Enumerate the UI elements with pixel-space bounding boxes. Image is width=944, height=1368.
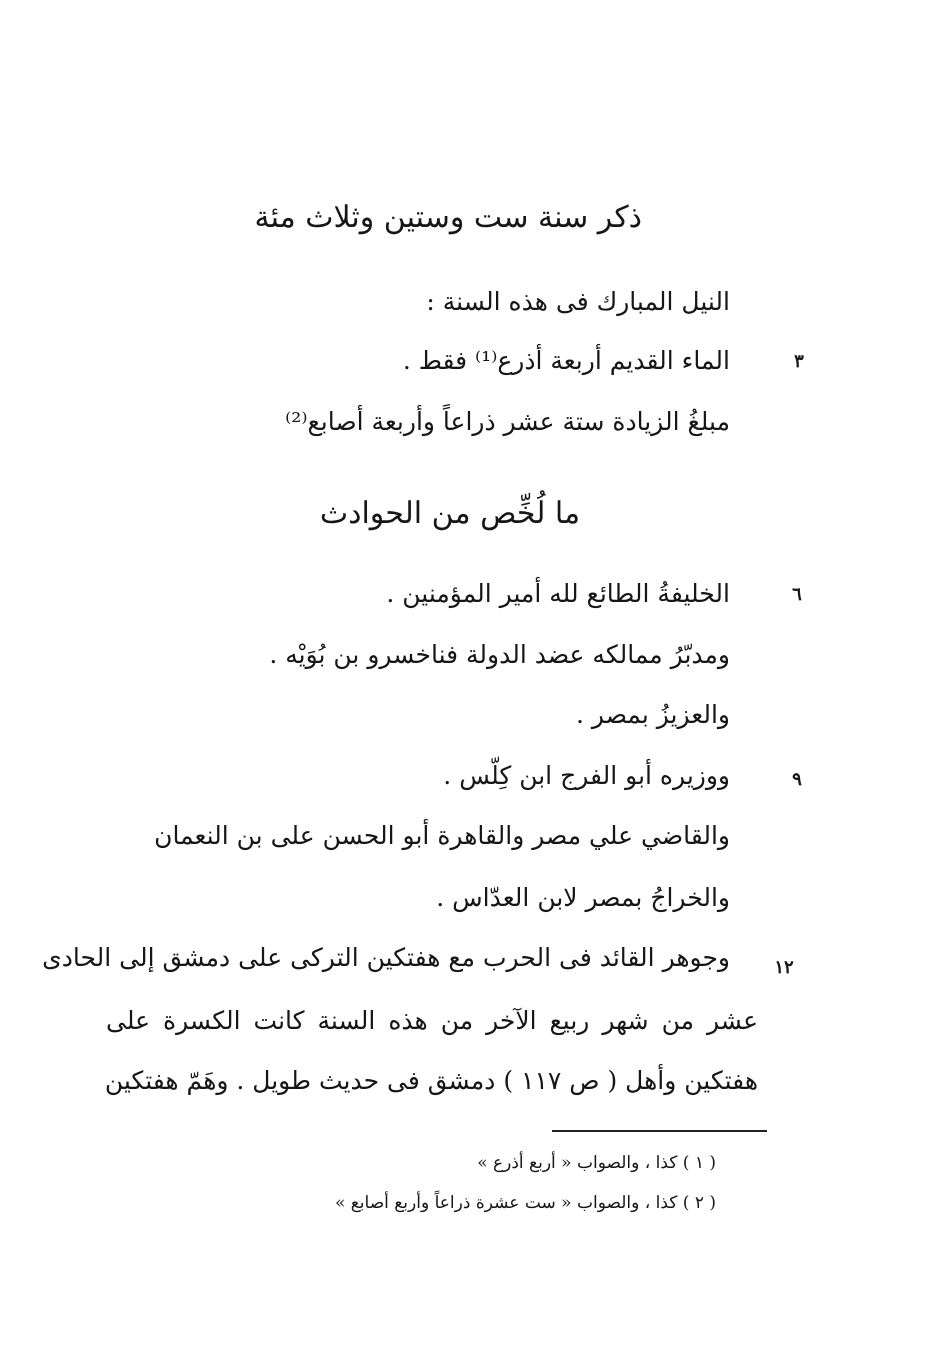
- margin-number-12: ١٢: [774, 957, 794, 978]
- nile-increase: مبلغُ الزيادة ستة عشر ذراعاً وأربعة أصابع⁽²⁾: [285, 407, 730, 436]
- event-jawhar-line-1: وجوهر القائد فى الحرب مع هفتكين التركى على دمشق إلى الحادى: [42, 943, 730, 972]
- margin-number-3: ٣: [794, 351, 804, 372]
- footnote-1: ( ١ ) كذا ، والصواب « أربع أذرع »: [477, 1153, 716, 1173]
- footnote-2: ( ٢ ) كذا ، والصواب « ست عشرة ذراعاً وأربع أصابع »: [334, 1193, 716, 1213]
- nile-intro: النيل المبارك فى هذه السنة :: [426, 287, 730, 316]
- margin-number-6: ٦: [792, 584, 802, 605]
- event-manager: ومدبّرُ ممالكه عضد الدولة فناخسرو بن بُوَيْه .: [269, 640, 730, 669]
- event-tax: والخراجُ بمصر لابن العدّاس .: [436, 883, 730, 912]
- event-aziz: والعزيزُ بمصر .: [576, 700, 730, 729]
- margin-number-9: ٩: [792, 769, 802, 790]
- footnote-separator: [552, 1130, 767, 1132]
- event-jawhar-line-2: عشر من شهر ربيع الآخر من هذه السنة كانت الكسرة على: [106, 1006, 758, 1035]
- event-jawhar-line-3: هفتكين وأهل ( ص ١١٧ ) دمشق فى حديث طويل . وهَمّ هفتكين: [104, 1066, 758, 1095]
- nile-old-water: الماء القديم أربعة أذرع⁽¹⁾ فقط .: [402, 346, 730, 375]
- event-judge: والقاضي علي مصر والقاهرة أبو الحسن على بن النعمان: [154, 821, 730, 850]
- event-caliph: الخليفةُ الطائع لله أمير المؤمنين .: [386, 579, 730, 608]
- year-heading: ذكر سنة ست وستين وثلاث مئة: [254, 200, 642, 235]
- events-heading: ما لُخِّص من الحوادث: [319, 496, 581, 531]
- event-vizier: ووزيره أبو الفرج ابن كِلّس .: [443, 761, 730, 790]
